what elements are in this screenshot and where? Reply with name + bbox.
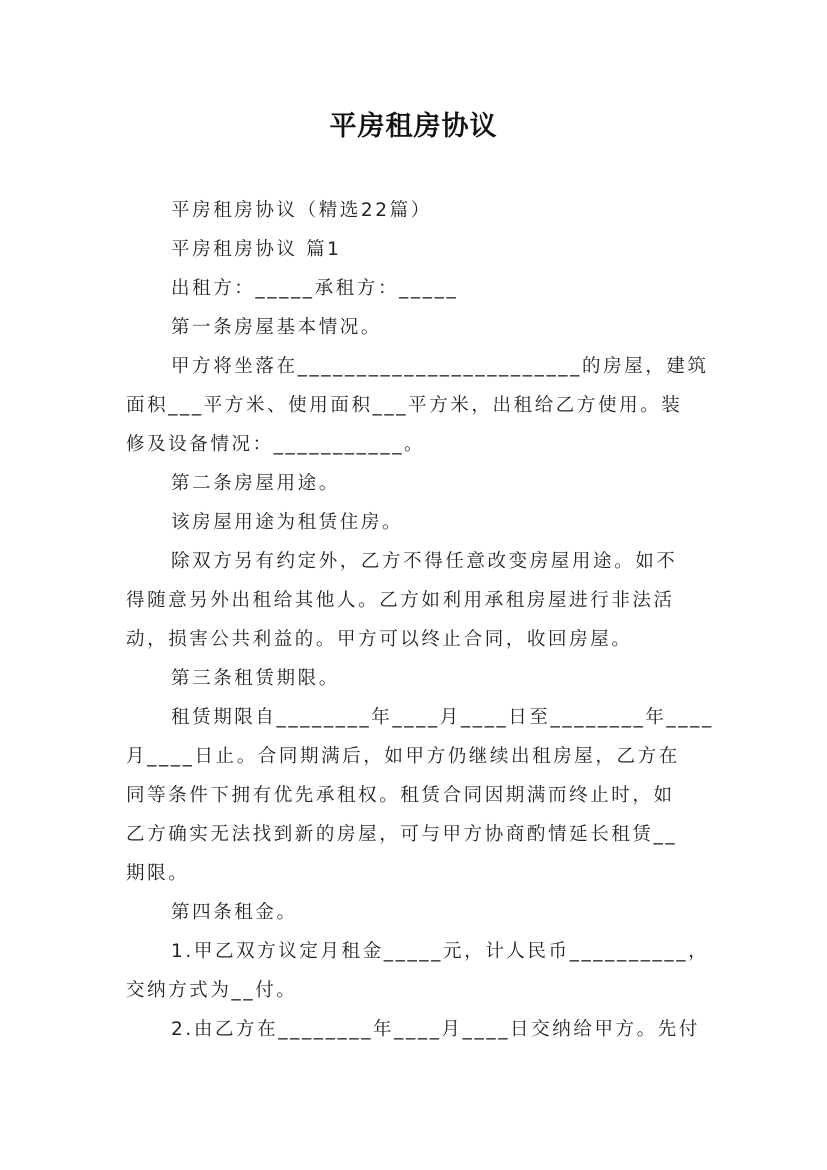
section-heading: 平房租房协议 篇1 xyxy=(171,239,342,260)
paragraph-line: 修及设备情况：___________。 xyxy=(126,434,426,455)
paragraph-line: 得随意另外出租给其他人。乙方如利用承租房屋进行非法活 xyxy=(126,590,675,611)
paragraph-line: 除双方另有约定外，乙方不得任意改变房屋用途。如不 xyxy=(171,551,678,572)
article-heading: 第二条房屋用途。 xyxy=(171,473,340,494)
article-heading: 第一条房屋基本情况。 xyxy=(171,317,383,338)
paragraph-line: 租赁期限自________年____月____日至________年____ xyxy=(171,707,714,728)
document-title: 平房租房协议 xyxy=(329,111,498,142)
paragraph-line: 该房屋用途为租赁住房。 xyxy=(171,512,404,533)
paragraph-line: 同等条件下拥有优先承租权。租赁合同因期满而终止时，如 xyxy=(126,785,675,806)
subtitle-line: 平房租房协议（精选22篇） xyxy=(171,200,432,221)
paragraph-line: 期限。 xyxy=(126,863,190,884)
paragraph-line: 2.由乙方在________年____月____日交纳给甲方。先付 xyxy=(171,1019,700,1040)
parties-line: 出租方：_____承租方：_____ xyxy=(171,278,459,299)
paragraph-line: 交纳方式为__付。 xyxy=(126,980,298,1001)
article-heading: 第四条租金。 xyxy=(171,902,298,923)
paragraph-line: 甲方将坐落在________________________的房屋，建筑 xyxy=(171,356,709,377)
article-heading: 第三条租赁期限。 xyxy=(171,668,340,689)
paragraph-line: 面积___平方米、使用面积___平方米，出租给乙方使用。装 xyxy=(126,395,683,416)
paragraph-line: 月____日止。合同期满后，如甲方仍继续出租房屋，乙方在 xyxy=(126,746,680,767)
paragraph-line: 动，损害公共利益的。甲方可以终止合同，收回房屋。 xyxy=(126,629,633,650)
paragraph-line: 1.甲乙双方议定月租金_____元，计人民币__________， xyxy=(171,941,710,962)
paragraph-line: 乙方确实无法找到新的房屋，可与甲方协商酌情延长租赁__ xyxy=(126,824,678,845)
